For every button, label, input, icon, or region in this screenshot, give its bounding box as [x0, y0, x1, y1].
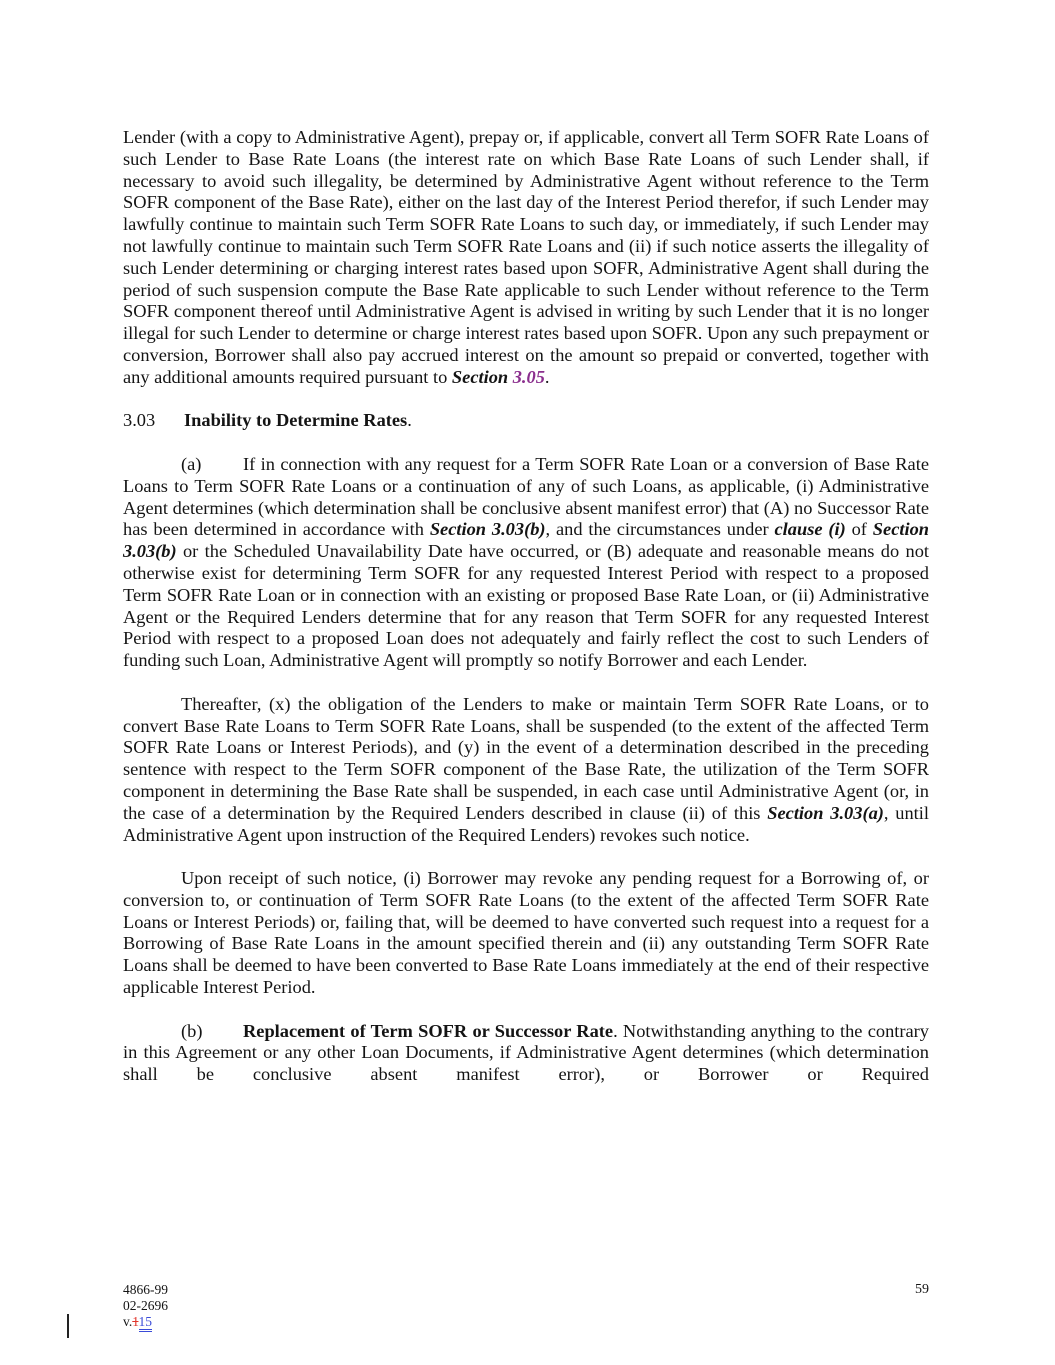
- footer-version-line: [123, 1314, 168, 1330]
- text-run: Lender (with a copy to Administrative Agent), prepay or, if applicable, convert all Term SOFR Rate Loans of such Lender to Base Rate Loans (the interest rate on which Base Rate Loans of such Lender shall, if necessary to avoid such illegality, be determined by Administrative Agent without reference to the Term SOFR component of the Base Rate), either on the last day of the Interest Period therefor, if such Lender may lawfully continue to maintain such Term SOFR Rate Loans to such day, or immediately, if such Lender may not lawfully continue to maintain such Term SOFR Rate Loans and (ii) if such notice asserts the illegality of such Lender determining or charging interest rates based upon SOFR, Administrative Agent shall during the period of such suspension compute the Base Rate applicable to such Lender without reference to the Term SOFR component thereof until Administrative Agent is advised in writing by such Lender that it is no longer illegal for such Lender to determine or charge interest rates based upon SOFR. Upon any such prepayment or conversion, Borrower shall also pay accrued interest on the amount so prepaid or converted, together with any additional amounts required pursuant to: [123, 127, 929, 387]
- footer-version-inserted-text: 15: [139, 1314, 153, 1332]
- paragraph-thereafter: [123, 694, 929, 847]
- text-run: . Notwithstanding anything to the contrary in this Agreement or any other Loan Documents, if Administrative Agent determines (which determination shall be conclusive absent manifest error), or Borrower or Required: [123, 1020, 929, 1085]
- footer-doc-ids: [123, 1282, 168, 1330]
- text-run: Thereafter, (x) the obligation of the Lenders to make or maintain Term SOFR Rate Loans, or to convert Base Rate Loans to Term SOFR Rate Loans, shall be suspended (to the extent of the affected Term SOFR Rate Loans or Interest Periods), and (y) in the event of a determination described in the preceding sentence with respect to the Term SOFR component of the Base Rate, the utilization of the Term SOFR component in determining the Base Rate shall be suspended, in each case until Administrative Agent (or, in the case of a determination by the Required Lenders described in clause (ii) of this: [123, 693, 929, 823]
- text-run: If in connection with any request for a Term SOFR Rate Loan or a conversion of Base Rate Loans to Term SOFR Rate Loans or a continuation of any of such Loans, as applicable, (i) Administrative Agent determines (which determination shall be conclusive absent manifest error) that (A) no Successor Rate has been determined in accordance with: [123, 453, 929, 540]
- section-title-period: .: [407, 410, 412, 431]
- paragraph-a-text: [123, 454, 929, 670]
- text-run: Upon receipt of such notice, (i) Borrower may revoke any pending request for a Borrowing of, or conversion to, or continuation of Term SOFR Rate Loans (to the extent of the affected Term SOFR Rate Loans or Interest Periods) or, failing that, will be deemed to have converted such request into a request for a Borrowing of Base Rate Loans in the amount specified therein and (ii) any outstanding Term SOFR Rate Loans shall be deemed to have been converted to Base Rate Loans immediately at the end of their respective applicable Interest Period.: [123, 868, 929, 998]
- text-run: Section 3.03(a): [767, 802, 884, 823]
- text-run: Section 3.03(b): [429, 519, 546, 540]
- text-run: .: [544, 366, 550, 387]
- text-run: , and the circumstances under: [545, 519, 775, 540]
- paragraph-a: [123, 454, 929, 672]
- text-run: Replacement of Term SOFR or Successor Rate: [243, 1020, 614, 1041]
- footer-doc-id-line2: 02-2696: [123, 1298, 168, 1313]
- text-run: clause (i): [774, 519, 846, 540]
- paragraph-continuation: [123, 127, 929, 389]
- section-3-05-link[interactable]: 3.05: [512, 366, 545, 387]
- section-title: Inability to Determine Rates: [184, 410, 408, 431]
- text-run: , until Administrative Agent upon instruction of the Required Lenders) revokes such notice.: [123, 802, 930, 845]
- paragraph-b: [123, 1021, 929, 1086]
- text-run: or the Scheduled Unavailability Date have occurred, or (B) adequate and reasonable means do not otherwise exist for determining Term SOFR for any requested Interest Period with respect to a proposed Term SOFR Rate Loan or in connection with an existing or proposed Base Rate Loan, or (ii) Administrative Agent or the Required Lenders determine that for any reason that Term SOFR for any requested Interest Period with respect to a proposed Loan does not adequately and fairly reflect the cost to such Lenders of funding such Loan, Administrative Agent will promptly so notify Borrower and each Lender.: [123, 541, 929, 671]
- text-run: Section: [451, 366, 513, 387]
- revision-change-bar: [67, 1314, 69, 1338]
- text-run: of: [845, 519, 873, 540]
- paragraph-a-label: (a): [181, 453, 202, 474]
- page-number: 59: [915, 1282, 929, 1297]
- footer-doc-id-line1: 4866-99: [123, 1282, 168, 1297]
- paragraph-upon-receipt: [123, 868, 929, 999]
- section-number: 3.03: [123, 410, 156, 431]
- section-heading-3-03: [123, 410, 929, 432]
- paragraph-b-label: (b): [181, 1020, 203, 1041]
- footer-version-deleted-text: 1: [132, 1314, 139, 1329]
- paragraph-b-text: [123, 1021, 929, 1085]
- footer-version-prefix: v.: [123, 1314, 133, 1329]
- page-body-text: [123, 127, 929, 1108]
- text-run: Section 3.03(b): [123, 519, 929, 562]
